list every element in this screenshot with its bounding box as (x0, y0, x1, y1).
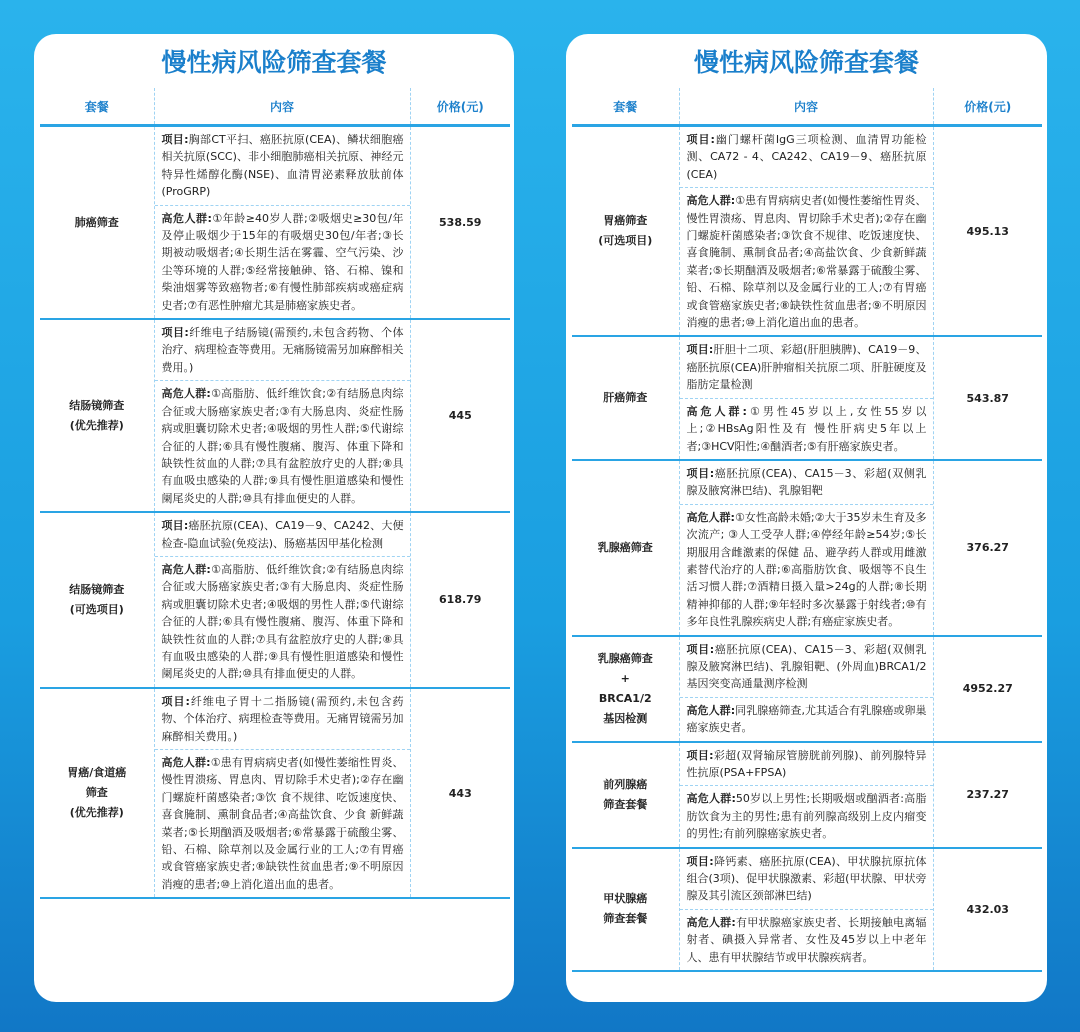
risk-block (155, 556, 410, 687)
package-name: 结肠镜筛查 (可选项目) (40, 512, 154, 688)
project-text: 癌胚抗原(CEA)、CA15－3、彩超(双侧乳腺及腋窝淋巴结)、乳腺钼靶 (686, 466, 927, 498)
table-row (40, 688, 510, 898)
table-row (40, 319, 510, 512)
project-text: 胸部CT平扫、癌胚抗原(CEA)、鳞状细胞癌相关抗原(SCC)、非小细胞肺癌相关抗原、神经元特异性烯醇化酶(NSE)、血清胃泌素释放肽前体(ProGRP) (161, 133, 404, 199)
table-row (572, 126, 1042, 337)
table-row (572, 336, 1042, 459)
header-content: 内容 (154, 88, 410, 126)
project-label: 项目: (686, 466, 715, 480)
package-name: 肝癌筛查 (572, 336, 679, 459)
table-header (572, 88, 1042, 126)
risk-block (680, 187, 933, 335)
risk-label: 高危人群: (686, 194, 736, 208)
package-name: 结肠镜筛查 (优先推荐) (40, 319, 154, 512)
risk-block (680, 697, 933, 741)
package-content (679, 336, 933, 459)
package-price: 432.03 (933, 848, 1042, 971)
project-text: 降钙素、癌胚抗原(CEA)、甲状腺抗原抗体组合(3项)、促甲状腺激素、彩超(甲状腺、甲状旁腺及其引流区颈部淋巴结) (686, 854, 927, 903)
header-package: 套餐 (572, 88, 679, 126)
package-content (154, 688, 410, 898)
risk-text: 有甲状腺癌家族史者、长期接触电离辐射者、碘摄入异常者、女性及45岁以上中老年人、患有甲状腺结节或甲状腺疾病者。 (686, 915, 927, 964)
risk-label: 高危人群: (686, 915, 736, 929)
table-row (572, 460, 1042, 636)
project-label: 项目: (161, 133, 189, 146)
risk-label: 高危人群: (161, 387, 211, 401)
risk-text: ①高脂肪、低纤维饮食;②有结肠息肉综合征或大肠癌家族史者;③有大肠息肉、炎症性肠病或胆囊切除术史者;④吸烟的男性人群;⑤代谢综合征的人群;⑥具有慢性腹痛、腹泻、体重下降和缺铁性贫血的人群;⑦具有盆腔放疗史的人群;⑧具有血吸虫感染的人群;⑨具有慢性胆道感染和慢性阑尾炎史的人群;⑩具有排血便史的人群。 (161, 562, 404, 681)
package-name: 胃癌/食道癌 筛查 (优先推荐) (40, 688, 154, 898)
header-content: 内容 (679, 88, 933, 126)
package-content (154, 126, 410, 320)
risk-label: 高危人群: (161, 756, 211, 769)
project-block (680, 337, 933, 397)
package-table (40, 88, 510, 899)
risk-label: 高危人群: (686, 703, 736, 717)
header-price: 价格(元) (410, 88, 510, 126)
package-price: 443 (410, 688, 510, 898)
project-block (680, 743, 933, 786)
package-name: 乳腺癌筛查 + BRCA1/2 基因检测 (572, 636, 679, 742)
panel-title: 慢性病风险筛查套餐 (161, 48, 387, 77)
risk-text: ①年龄≥40岁人群;②吸烟史≥30包/年及停止吸烟少于15年的有吸烟史30包/年者;③长期被动吸烟者;④长期生活在雾霾、空气污染、沙尘等环境的人群;⑤经常接触砷、铬、石棉、镍和柴油烟雾等致癌物者;⑥有慢性肺部疾病或癌症病史者;⑦有恶性肿瘤尤其是肺癌家族史者。 (161, 211, 404, 312)
package-price: 543.87 (933, 336, 1042, 459)
project-block (155, 689, 410, 749)
package-price: 618.79 (410, 512, 510, 688)
project-label: 项目: (686, 748, 714, 762)
risk-block (680, 398, 933, 459)
project-block (680, 461, 933, 504)
package-price: 376.27 (933, 460, 1042, 636)
risk-text: 同乳腺癌筛查,尤其适合有乳腺癌或卵巢癌家族史者。 (686, 703, 927, 735)
right-panel (566, 34, 1047, 1002)
package-content (679, 460, 933, 636)
package-content (154, 512, 410, 688)
risk-block (155, 380, 410, 511)
risk-block (680, 909, 933, 970)
risk-text: ①患有胃病病史者(如慢性萎缩性胃炎、慢性胃溃疡、胃息肉、胃切除手术史者);②存在幽门螺旋杆菌感染者;③饮食不规律、吃饭速度快、喜食腌制、熏制食品者;④高盐饮食、少食新鲜蔬菜者;⑤长期酗酒及吸烟者;⑥常暴露于硫酸尘雾、铅、石棉、除草剂以及金属行业的工人;⑦有胃癌或食管癌家族史者;⑧缺铁性贫血患者;⑨不明原因消瘦的患者;⑩上消化道出血的患者。 (686, 194, 927, 330)
package-price: 4952.27 (933, 636, 1042, 742)
project-block (680, 637, 933, 697)
risk-label: 高危人群: (686, 792, 736, 806)
header-package: 套餐 (40, 88, 154, 126)
risk-block (680, 785, 933, 846)
package-content (679, 126, 933, 337)
risk-label: 高危人群: (686, 404, 747, 418)
project-label: 项目: (686, 343, 714, 357)
table-row (40, 126, 510, 320)
project-block (155, 513, 410, 556)
project-label: 项目: (686, 642, 715, 656)
package-content (679, 848, 933, 971)
risk-label: 高危人群: (161, 562, 211, 576)
package-name: 肺癌筛查 (40, 126, 154, 320)
package-name: 前列腺癌 筛查套餐 (572, 742, 679, 848)
project-block (680, 849, 933, 909)
table-row (572, 636, 1042, 742)
risk-label: 高危人群: (161, 211, 212, 225)
package-price: 495.13 (933, 126, 1042, 337)
project-label: 项目: (686, 133, 715, 146)
project-text: 纤维电子胃十二指肠镜(需预约,未包含药物、个体治疗、病理检查等费用。无痛胃镜需另加麻醉相关费用。) (161, 694, 404, 743)
risk-text: ①女性高龄未婚;②大于35岁未生育及多次流产; ③人工受孕人群;④停经年龄≥54岁;⑤长期服用含雌激素的保健 品、避孕药人群或用雌激素替代治疗的人群;⑥高脂肪饮食、吸烟等不良生活习惯人群;⑦酒精日摄入量>24g的人群;⑧长期精神抑郁的人群;⑨年轻时多次暴露于射线者;⑩有多年良性乳腺疾病史人群;有癌症家族史者。 (686, 510, 927, 629)
header-price: 价格(元) (933, 88, 1042, 126)
project-text: 癌胚抗原(CEA)、CA19－9、CA242、大便检查-隐血试验(免疫法)、肠癌基因甲基化检测 (161, 519, 404, 550)
risk-block (155, 205, 410, 318)
table-header (40, 88, 510, 126)
package-price: 538.59 (410, 126, 510, 320)
risk-block (155, 749, 410, 897)
package-content (679, 742, 933, 848)
table-row (572, 848, 1042, 971)
project-label: 项目: (161, 519, 189, 533)
risk-label: 高危人群: (686, 510, 735, 524)
risk-text: ①患有胃病病史者(如慢性萎缩性胃炎、慢性胃溃疡、胃息肉、胃切除手术史者);②存在幽门螺旋杆菌感染者;③饮 食不规律、吃饭速度快、喜食腌制、熏制食品者;④高盐饮食、少食 新鲜蔬菜者;⑤长期酗酒及吸烟者;⑥常暴露于硫酸尘雾、铅、石棉、除草剂以及金属行业的工人;⑦有胃癌或食管癌家族史者;⑧缺铁性贫血患者;⑨不明原因消瘦的患者;⑩上消化道出血的患者。 (161, 756, 404, 891)
package-name: 乳腺癌筛查 (572, 460, 679, 636)
project-block (155, 127, 410, 205)
left-panel (34, 34, 514, 1002)
project-block (680, 127, 933, 187)
package-name: 甲状腺癌 筛查套餐 (572, 848, 679, 971)
risk-text: 50岁以上男性;长期吸烟或酗酒者:高脂肪饮食为主的男性;患有前列腺高级别上皮内瘤变的男性;有前列腺癌家族史者。 (686, 792, 927, 841)
risk-text: ①男性45岁以上,女性55岁以上;②HBsAg阳性及有 慢性肝病史5年以上者;③HCV阳性;④酗酒者;⑤有肝癌家族史者。 (686, 404, 927, 453)
project-block (155, 320, 410, 380)
package-table (572, 88, 1042, 972)
table-row (572, 742, 1042, 848)
risk-text: ①高脂肪、低纤维饮食;②有结肠息肉综合征或大肠癌家族史者;③有大肠息肉、炎症性肠病或胆囊切除术史者;④吸烟的男性人群;⑤代谢综合征的人群;⑥具有慢性腹痛、腹泻、体重下降和缺铁性贫血的人群;⑦具有盆腔放疗史的人群;⑧具有血吸虫感染的人群;⑨具有慢性胆道感染和慢性阑尾炎史的人群;⑩具有排血便史的人群。 (161, 387, 404, 505)
project-text: 彩超(双肾输尿管膀胱前列腺)、前列腺特异性抗原(PSA+FPSA) (686, 748, 927, 779)
project-text: 癌胚抗原(CEA)、CA15－3、彩超(双侧乳腺及腋窝淋巴结)、乳腺钼靶、(外周血)BRCA1/2基因突变高通量测序检测 (686, 642, 927, 691)
risk-block (680, 504, 933, 635)
project-label: 项目: (161, 326, 189, 340)
panel-title: 慢性病风险筛查套餐 (693, 48, 919, 77)
project-label: 项目: (161, 694, 190, 708)
project-text: 肝胆十二项、彩超(肝胆胰脾)、CA19－9、癌胚抗原(CEA)肝肿瘤相关抗原二项、肝脏硬度及脂肪定量检测 (686, 343, 927, 392)
project-label: 项目: (686, 854, 714, 868)
package-price: 445 (410, 319, 510, 512)
project-text: 纤维电子结肠镜(需预约,未包含药物、个体治疗、病理检查等费用。无痛肠镜需另加麻醉相关费用。) (161, 326, 404, 374)
package-price: 237.27 (933, 742, 1042, 848)
package-content (679, 636, 933, 742)
project-text: 幽门螺杆菌IgG三项检测、血清胃功能检测、CA72 - 4、CA242、CA19－9、癌胚抗原(CEA) (686, 133, 927, 181)
package-name: 胃癌筛查 (可选项目) (572, 126, 679, 337)
package-content (154, 319, 410, 512)
table-row (40, 512, 510, 688)
